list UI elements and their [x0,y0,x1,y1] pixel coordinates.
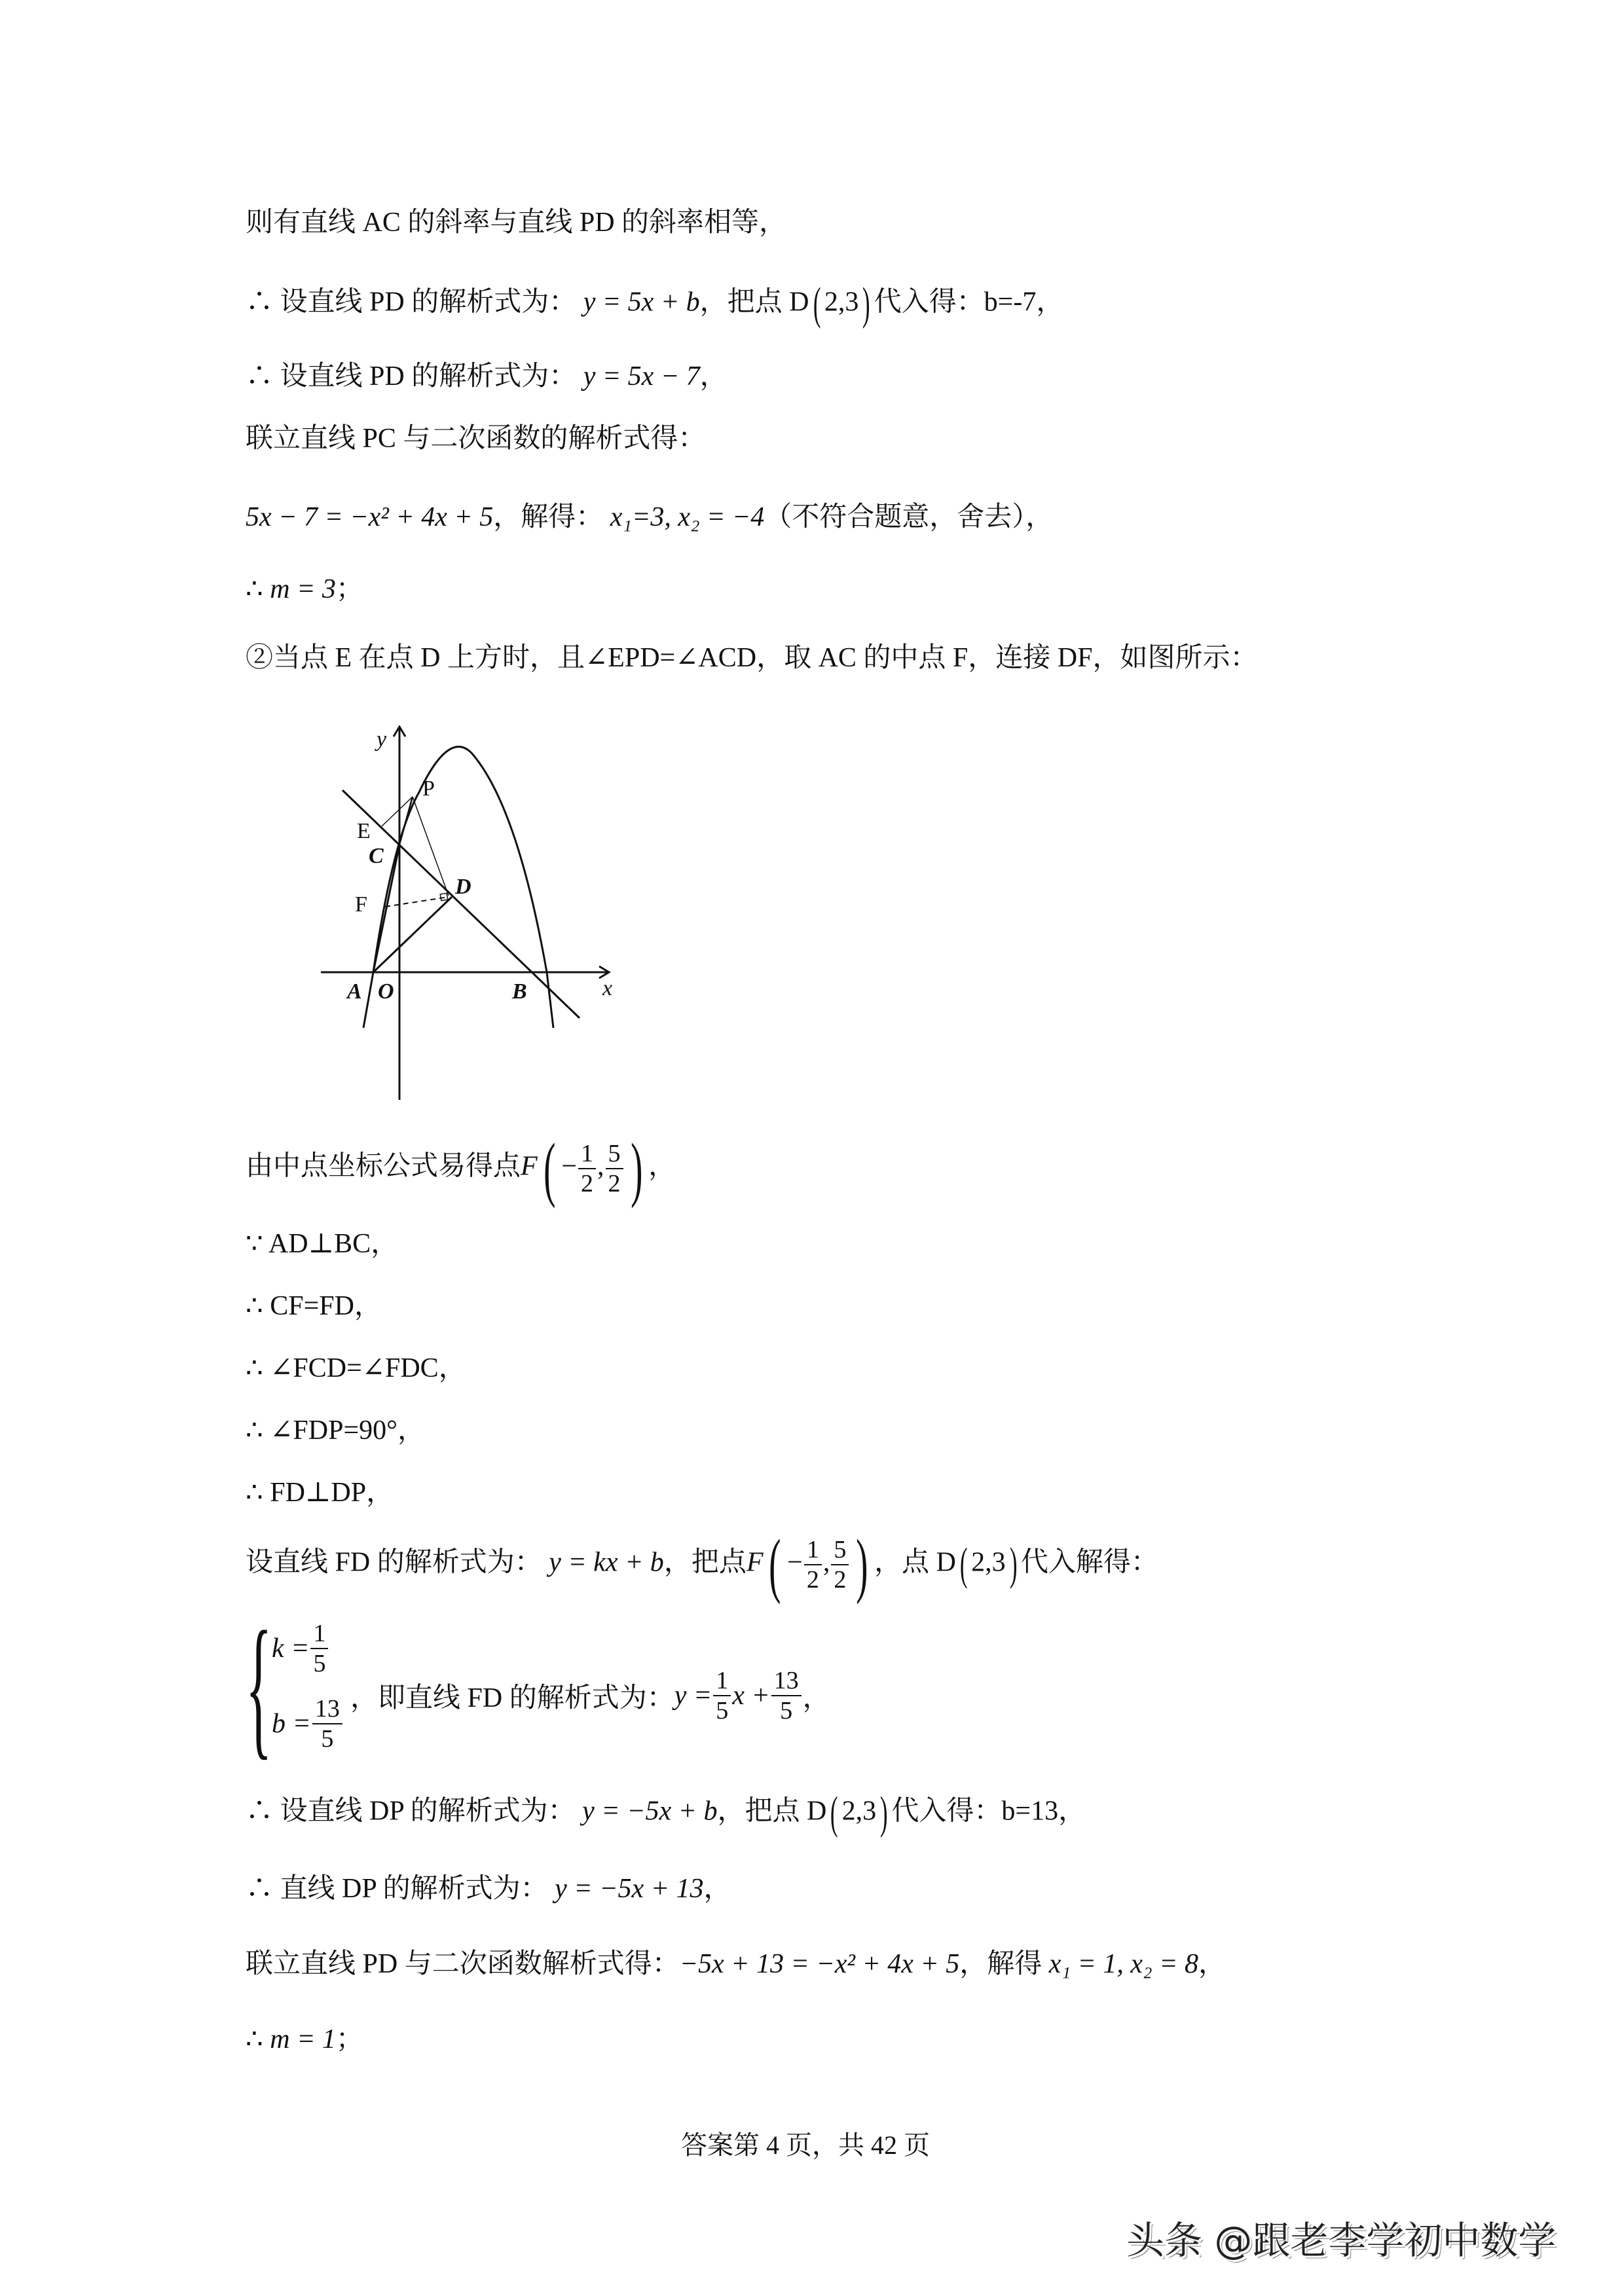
text-line-midpoint-f: 由中点坐标公式易得点F( − $\frac{1}{2}$ , $\frac{5}{2}$ ) ， [246,1129,676,1209]
label-x-axis: x [602,976,613,1000]
point-coords: 2,3 [824,287,859,318]
text: 由中点坐标公式易得点 [246,1151,521,1182]
text: ，即直线 FD 的解析式为： [350,1683,674,1713]
text-line-m1 [246,2020,363,2059]
paren-right: ) [1009,1539,1018,1590]
point-coords: 2,3 [971,1547,1006,1578]
fraction-one-fifth: $\frac{1}{5}$ [713,1666,731,1725]
fraction-one-fifth: $\frac{1}{5}$ [310,1619,328,1678]
text: ∴ [246,2024,263,2054]
equation: y = −5x + 13 [555,1874,704,1904]
point-f: F [521,1151,538,1182]
text: ∴ 直线 DP 的解析式为： [246,1874,548,1904]
label-point-p: P [422,776,435,801]
fd-result [350,1666,830,1725]
equation: y = kx + b [549,1547,664,1578]
solution: x₁ = 1, x₂ = 8 [1048,1949,1198,1979]
label-point-d: D [455,875,471,899]
paren-left: ( [830,1788,838,1838]
watermark: 头条 @跟老李学初中数学 [1126,2218,1557,2263]
text-line-case-2: ②当点 E 在点 D 上方时，且∠EPD=∠ACD，取 AC 的中点 F，连接 DF，如图所示： [246,643,1258,673]
fraction-thirteen-fifth: $\frac{13}{5}$ [312,1694,342,1753]
text-line-m3 [246,570,363,609]
text: ， [699,361,728,392]
text: 联立直线 PD 与二次函数解析式得： [246,1949,680,1979]
label-point-a: A [347,979,362,1004]
paren-right: ) [879,1788,888,1838]
text-line-pd-result [246,357,728,396]
text: ，点 D [874,1547,956,1578]
paren-right: ) [856,1525,868,1605]
text: 代入得：b=-7， [874,287,1064,318]
label-point-c: C [369,844,384,868]
paren-right: ) [862,279,870,329]
text: ； [335,574,363,604]
equation-y: y = [674,1681,712,1711]
text: ，把点 [663,1547,747,1578]
text: （不符合题意，舍去）， [764,502,1054,532]
text-line-pd-setup [246,279,1064,329]
text: ， [1198,1949,1226,1979]
text: 代入解得： [1020,1547,1158,1578]
equation: y = 5x + b [583,287,700,318]
text-line-angle-eq: ∴ ∠FCD=∠FDC， [246,1353,466,1383]
k-label: k = [272,1633,310,1664]
fraction-one-half: $\frac{1}{2}$ [804,1535,822,1594]
equation: m = 3 [270,574,336,604]
page-footer: 答案第 4 页，共 42 页 [681,2130,930,2160]
text-line-angle-90: ∴ ∠FDP=90°， [246,1415,425,1446]
equation: m = 1 [270,2024,336,2054]
geometry-figure [301,707,694,1113]
b-label: b = [272,1708,311,1739]
label-point-e: E [357,819,371,843]
fraction-thirteen-fifth: $\frac{13}{5}$ [771,1666,802,1725]
text: ， [648,1151,676,1182]
text: ，把点 D [699,287,809,318]
text: 代入得：b=13， [891,1796,1086,1827]
text: ，解得 [959,1949,1043,1979]
equation: −5x + 13 = −x² + 4x + 5 [679,1949,960,1979]
label-y-axis: y [377,727,387,752]
equation-system [246,1599,1162,1773]
text-line-dp-setup [246,1788,1086,1838]
paren-left: ( [769,1525,781,1605]
paren-right: ) [630,1129,642,1209]
parabola-diagram [301,707,694,1113]
text-line-solve-1 [246,498,1053,537]
equation-x: x + [732,1681,770,1711]
text-line-ad-perp-bc: ∵ AD⊥BC， [246,1229,399,1259]
fraction-five-half: $\frac{5}{2}$ [831,1535,849,1594]
text-line-combine-pd [246,1944,1226,1984]
equation: 5x − 7 = −x² + 4x + 5 [246,502,494,532]
point-f: F [746,1547,764,1578]
label-origin-o: O [378,979,394,1004]
system-rows [272,1611,344,1761]
text-line-dp-result [246,1869,731,1908]
text-line-slope-equal: 则有直线 AC 的斜率与直线 PD 的斜率相等， [246,208,787,238]
text: ∴ [246,574,263,604]
text: ∴ 设直线 PD 的解析式为： [246,361,577,392]
row-b [272,1686,344,1761]
row-k [272,1611,344,1686]
fraction-five-half: $\frac{5}{2}$ [606,1139,623,1198]
equation: y = −5x + b [582,1796,718,1827]
left-brace: { [246,1599,272,1773]
paren-left: ( [543,1129,556,1209]
minus-sign: − [787,1547,803,1578]
text: ∴ 设直线 PD 的解析式为： [246,287,577,318]
paren-left: ( [813,279,821,329]
equation: y = 5x − 7 [583,361,700,392]
text: ∴ 设直线 DP 的解析式为： [246,1796,576,1827]
text-line-combine-pc: 联立直线 PC 与二次函数的解析式得： [246,424,706,454]
text-line-cf-eq-fd: ∴ CF=FD， [246,1291,382,1321]
text-line-fd-setup: 设直线 FD 的解析式为： y = kx + b，把点F( − $\frac{1}{2}$ , $\frac{5}{2}$ ) ，点 D( 2,3) 代入解得： [246,1525,1158,1605]
point-coords: 2,3 [841,1796,877,1827]
minus-sign: − [561,1151,577,1182]
label-point-b: B [512,979,527,1004]
paren-left: ( [959,1539,968,1590]
text-line-fd-perp-dp: ∴ FD⊥DP， [246,1478,394,1508]
text: 设直线 FD 的解析式为： [246,1547,542,1578]
text: ，把点 D [717,1796,827,1827]
fraction-one-half: $\frac{1}{2}$ [578,1139,596,1198]
label-point-f: F [355,892,367,917]
text: ， [703,1874,731,1904]
text: ； [335,2024,363,2054]
solution: x₁=3, x₂ = −4 [610,502,765,532]
text: ， [802,1683,830,1713]
text: ，解得： [493,502,604,532]
